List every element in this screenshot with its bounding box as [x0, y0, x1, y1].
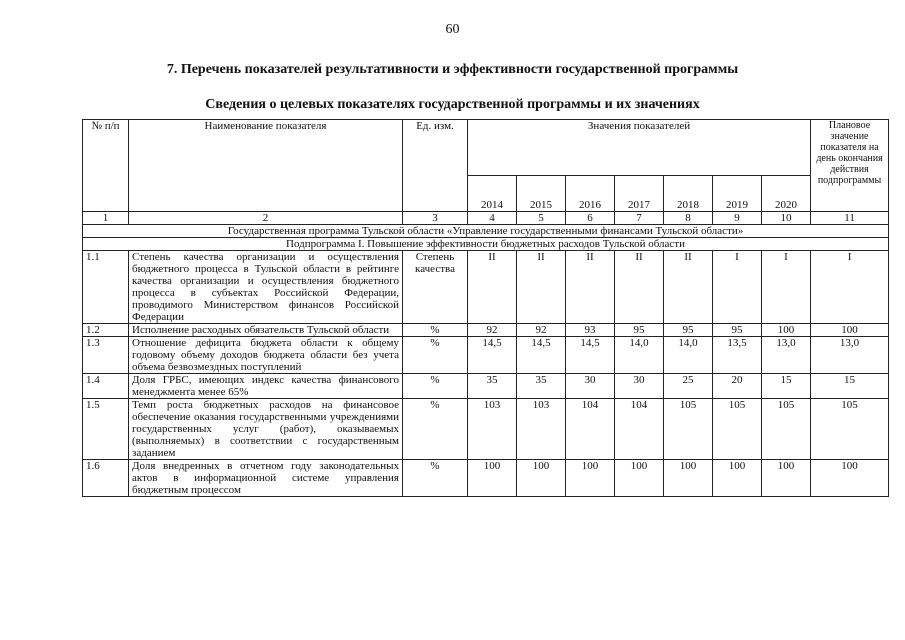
- indicator-value: 105: [713, 399, 762, 460]
- indicators-table: [82, 119, 889, 497]
- indicator-planned: 100: [811, 324, 889, 337]
- indicator-value: 14,5: [517, 337, 566, 374]
- column-number: 7: [615, 212, 664, 225]
- indicator-name: Степень качества организации и осуществления бюджетного процесса в Тульской области в рейтинге качества организации и осуществления бюджетного процесса в субъектах Российской Федерации, проводимого Министерством финансов Российской Федерации: [129, 251, 403, 324]
- indicator-name: Исполнение расходных обязательств Тульской области: [129, 324, 403, 337]
- table-row: [83, 374, 889, 399]
- indicator-value: 105: [762, 399, 811, 460]
- indicator-value: 14,0: [615, 337, 664, 374]
- header-year: 2014: [468, 176, 517, 212]
- indicator-value: II: [517, 251, 566, 324]
- column-number: 5: [517, 212, 566, 225]
- indicator-planned: 15: [811, 374, 889, 399]
- indicator-value: 20: [713, 374, 762, 399]
- program-row: Государственная программа Тульской области «Управление государственными финансами Тульской области»: [83, 225, 889, 238]
- column-number: 6: [566, 212, 615, 225]
- indicator-name: Доля ГРБС, имеющих индекс качества финансового менеджмента менее 65%: [129, 374, 403, 399]
- indicator-value: II: [566, 251, 615, 324]
- indicator-value: 103: [517, 399, 566, 460]
- indicator-value: 35: [468, 374, 517, 399]
- indicator-value: 92: [468, 324, 517, 337]
- indicator-name: Темп роста бюджетных расходов на финансовое обеспечение оказания государственными учреждениями государственных услуг (работ), оказываемых (выполняемых) в соответствии с государственным заданием: [129, 399, 403, 460]
- subprogram-row: Подпрограмма I. Повышение эффективности бюджетных расходов Тульской области: [83, 238, 889, 251]
- row-number: 1.4: [83, 374, 129, 399]
- indicator-unit: %: [403, 460, 468, 497]
- column-number: 11: [811, 212, 889, 225]
- indicator-value: 103: [468, 399, 517, 460]
- indicator-value: 100: [713, 460, 762, 497]
- indicator-value: 95: [615, 324, 664, 337]
- column-number: 3: [403, 212, 468, 225]
- indicator-planned: 100: [811, 460, 889, 497]
- indicator-value: 93: [566, 324, 615, 337]
- row-number: 1.3: [83, 337, 129, 374]
- section-title: 7. Перечень показателей результативности и эффективности государственной программы: [166, 62, 739, 77]
- table-row: [83, 399, 889, 460]
- table-row: [83, 324, 889, 337]
- row-number: 1.6: [83, 460, 129, 497]
- indicator-value: 95: [713, 324, 762, 337]
- indicator-planned: 105: [811, 399, 889, 460]
- indicator-value: 13,5: [713, 337, 762, 374]
- column-number: 2: [129, 212, 403, 225]
- indicator-unit: %: [403, 337, 468, 374]
- header-year: 2016: [566, 176, 615, 212]
- header-year: 2017: [615, 176, 664, 212]
- indicator-unit: %: [403, 374, 468, 399]
- indicator-value: 14,5: [468, 337, 517, 374]
- indicator-value: 104: [566, 399, 615, 460]
- indicator-value: 100: [615, 460, 664, 497]
- indicator-name: Доля внедренных в отчетном году законодательных актов в информационной системе управления бюджетным процессом: [129, 460, 403, 497]
- indicator-value: 30: [615, 374, 664, 399]
- header-values-group: Значения показателей: [468, 120, 811, 176]
- indicator-value: 100: [762, 460, 811, 497]
- indicator-unit: %: [403, 324, 468, 337]
- indicator-value: 30: [566, 374, 615, 399]
- indicator-planned: I: [811, 251, 889, 324]
- row-number: 1.5: [83, 399, 129, 460]
- table-row: [83, 460, 889, 497]
- indicator-value: II: [468, 251, 517, 324]
- header-year: 2015: [517, 176, 566, 212]
- indicator-value: I: [762, 251, 811, 324]
- indicator-value: 35: [517, 374, 566, 399]
- indicator-value: 100: [664, 460, 713, 497]
- indicator-value: 105: [664, 399, 713, 460]
- indicator-value: 25: [664, 374, 713, 399]
- table-row: [83, 251, 889, 324]
- header-name: Наименование показателя: [129, 120, 403, 212]
- column-number: 8: [664, 212, 713, 225]
- header-planned: Плановое значение показателя на день окончания действия подпрограммы: [811, 120, 889, 212]
- column-number: 1: [83, 212, 129, 225]
- indicator-value: 100: [762, 324, 811, 337]
- header-num: № п/п: [83, 120, 129, 212]
- indicator-value: 14,0: [664, 337, 713, 374]
- column-number: 4: [468, 212, 517, 225]
- indicator-planned: 13,0: [811, 337, 889, 374]
- row-number: 1.1: [83, 251, 129, 324]
- table-row: [83, 337, 889, 374]
- column-number: 10: [762, 212, 811, 225]
- indicator-value: 100: [468, 460, 517, 497]
- indicator-value: II: [615, 251, 664, 324]
- indicator-value: 92: [517, 324, 566, 337]
- indicator-value: 15: [762, 374, 811, 399]
- header-year: 2018: [664, 176, 713, 212]
- column-number: 9: [713, 212, 762, 225]
- indicator-value: 104: [615, 399, 664, 460]
- indicator-value: 14,5: [566, 337, 615, 374]
- page-number: 60: [445, 22, 460, 37]
- indicator-value: I: [713, 251, 762, 324]
- indicator-value: 100: [517, 460, 566, 497]
- header-unit: Ед. изм.: [403, 120, 468, 212]
- header-year: 2020: [762, 176, 811, 212]
- indicator-value: 95: [664, 324, 713, 337]
- indicator-unit: Степень качества: [403, 251, 468, 324]
- header-year: 2019: [713, 176, 762, 212]
- indicator-value: 100: [566, 460, 615, 497]
- indicator-value: 13,0: [762, 337, 811, 374]
- row-number: 1.2: [83, 324, 129, 337]
- indicator-value: II: [664, 251, 713, 324]
- table-title: Сведения о целевых показателях государственной программы и их значениях: [205, 97, 700, 112]
- indicator-unit: %: [403, 399, 468, 460]
- indicator-name: Отношение дефицита бюджета области к общему годовому объему доходов бюджета области без учета объема безвозмездных поступлений: [129, 337, 403, 374]
